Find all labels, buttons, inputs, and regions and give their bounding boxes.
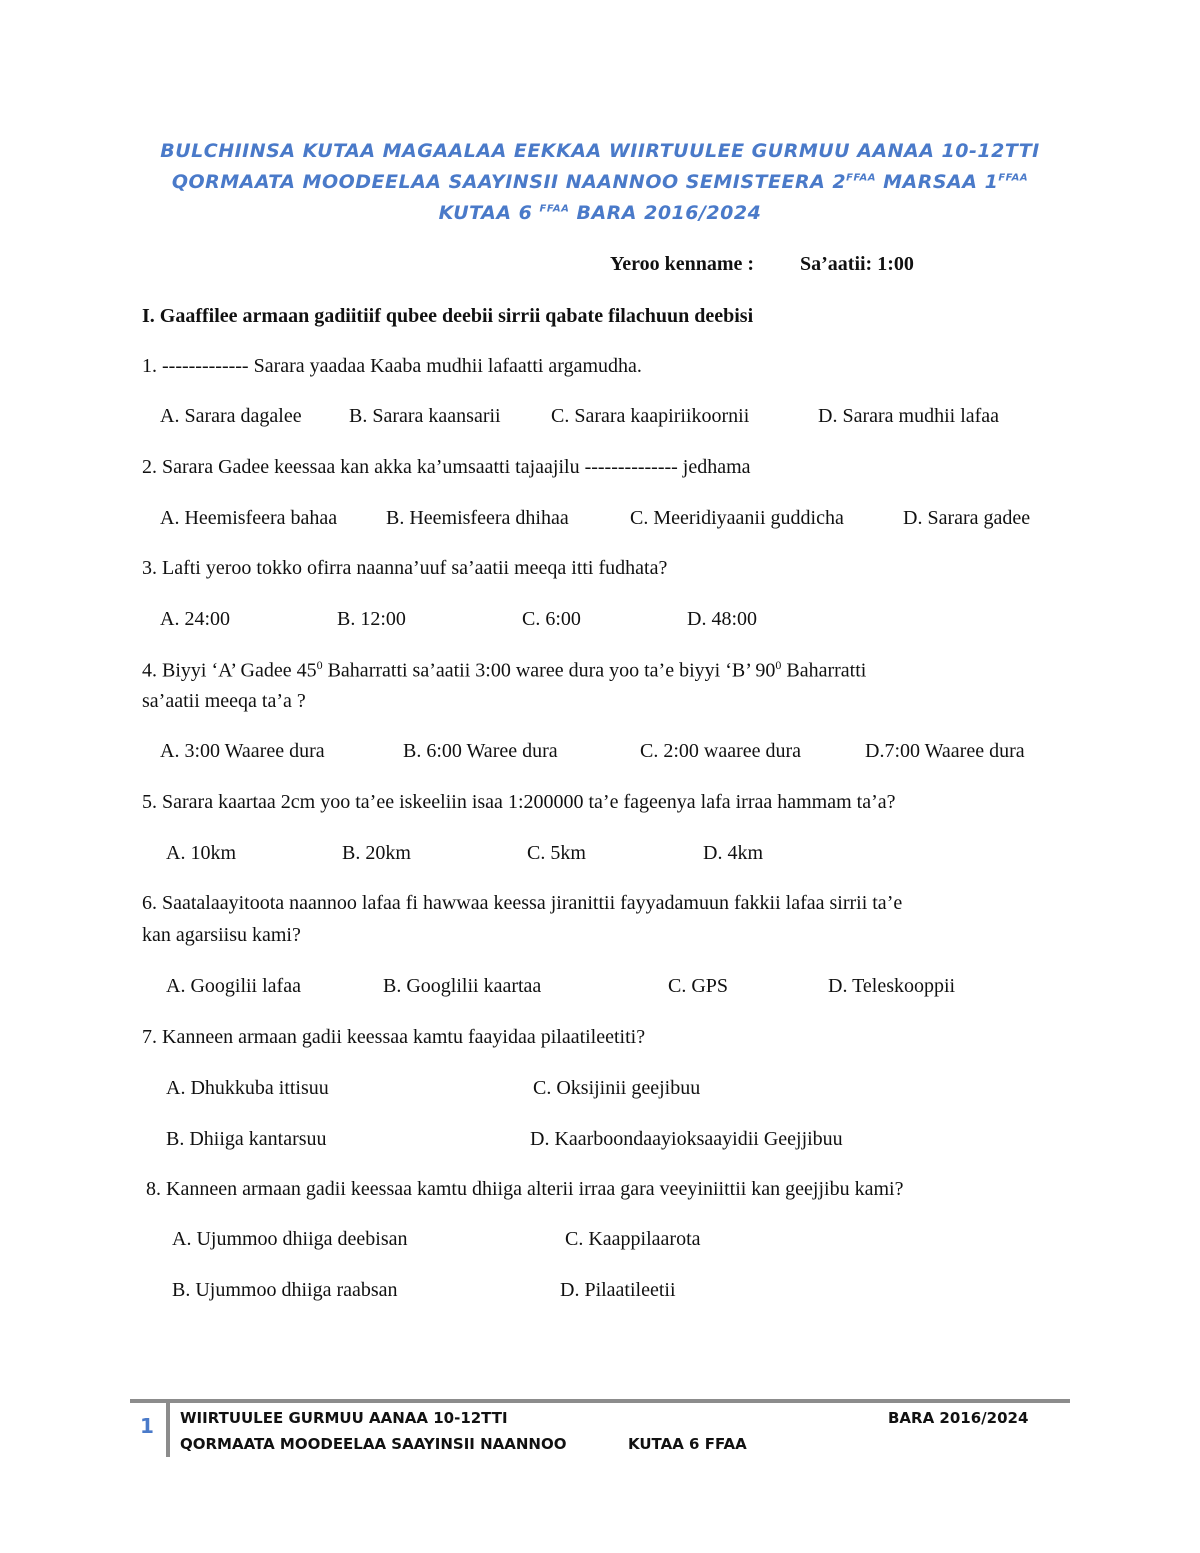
question-text: Saatalaayitoota naannoo lafaa fi hawwaa keessa jiranittii fayyadamuun fakkii lafaa sirrii ta’e (162, 892, 903, 914)
option: D. Pilaatileetii (560, 1279, 676, 1301)
header-line-3-sup: FFAA (539, 203, 570, 215)
option: C. 2:00 waaree dura (640, 740, 802, 762)
option: B. Sarara kaansarii (349, 405, 501, 427)
header-line-2-sup: FFAA (846, 172, 877, 184)
question-number: 3. (142, 557, 157, 579)
footer-vertical-divider (166, 1401, 170, 1457)
footer-grade: KUTAA 6 FFAA (628, 1435, 747, 1453)
footer-divider (130, 1399, 1070, 1403)
header-line-2-text: QORMAATA MOODEELAA SAAYINSII NAANNOO SEMISTEERA 2 (171, 171, 847, 193)
duration: Sa’aatii: 1:00 (800, 253, 914, 275)
option: D.7:00 Waaree dura (865, 740, 1025, 762)
degree-sup: 0 (775, 658, 782, 672)
question-number: 4. (142, 659, 157, 682)
option: A. 24:00 (160, 608, 230, 630)
degree-sup: 0 (316, 658, 323, 672)
option: A. 10km (166, 842, 236, 864)
question-2 (142, 456, 751, 479)
header-line-2-sup-2: FFAA (998, 172, 1029, 184)
question-4 (142, 658, 866, 683)
question-3 (142, 557, 667, 580)
option: B. Ujummoo dhiiga raabsan (172, 1279, 398, 1301)
question-number: 8. (146, 1178, 161, 1200)
time-label: Yeroo kenname : (610, 253, 755, 275)
header-line-2-mid: MARSAA 1 (876, 171, 999, 193)
option: D. 4km (703, 842, 763, 864)
option: B. Dhiiga kantarsuu (166, 1128, 327, 1150)
option: D. Kaarboondaayioksaayidii Geejjibuu (530, 1128, 843, 1150)
option: B. 6:00 Waree dura (403, 740, 558, 762)
option: A. Ujummoo dhiiga deebisan (172, 1228, 408, 1250)
question-text: Sarara Gadee keessaa kan akka ka’umsaatti tajaajilu -------------- jedhama (162, 456, 751, 478)
option: B. 12:00 (337, 608, 406, 630)
question-text-cont: Baharratti sa’aatii 3:00 waree dura yoo ta’e biyyi ‘B’ 90 (322, 659, 776, 682)
option: B. 20km (342, 842, 411, 864)
option: D. Sarara mudhii lafaa (818, 405, 1000, 427)
footer-school: WIIRTUULEE GURMUU AANAA 10-12TTI (180, 1409, 508, 1427)
question-5 (142, 791, 896, 814)
instruction: I. Gaaffilee armaan gadiitiif qubee deebii sirrii qabate filachuun deebisi (142, 305, 754, 327)
option: D. 48:00 (687, 608, 757, 630)
option: A. 3:00 Waaree dura (160, 740, 325, 762)
option: C. 5km (527, 842, 586, 864)
header-line-3-text: KUTAA 6 (438, 202, 540, 224)
header-line-3 (100, 202, 1100, 224)
question-text: Lafti yeroo tokko ofirra naanna’uuf sa’aatii meeqa itti fudhata? (162, 557, 668, 579)
page-number: 1 (140, 1414, 154, 1438)
question-7 (142, 1026, 645, 1049)
question-text: Kanneen armaan gadii keessaa kamtu dhiiga alterii irraa gara veeyiniittii kan geejjibu kami? (166, 1178, 904, 1200)
question-text: Kanneen armaan gadii keessaa kamtu faayidaa pilaatileetiti? (162, 1026, 646, 1048)
question-6-line-2: kan agarsiisu kami? (142, 924, 301, 946)
option: C. GPS (668, 975, 729, 997)
question-4-line-2: sa’aatii meeqa ta’a ? (142, 690, 306, 712)
option: A. Googilii lafaa (166, 975, 301, 997)
question-number: 5. (142, 791, 157, 813)
option: A. Heemisfeera bahaa (160, 507, 338, 529)
option: A. Sarara dagalee (160, 405, 302, 427)
option: C. Kaappilaarota (565, 1228, 701, 1250)
option: D. Sarara gadee (903, 507, 1031, 529)
question-number: 2. (142, 456, 157, 478)
question-6 (142, 892, 902, 915)
question-text-end: Baharratti (781, 659, 867, 682)
option: B. Heemisfeera dhihaa (386, 507, 569, 529)
option: D. Teleskooppii (828, 975, 956, 997)
question-number: 7. (142, 1026, 157, 1048)
question-number: 1. (142, 355, 157, 377)
question-8 (146, 1178, 903, 1201)
option: C. Sarara kaapiriikoornii (551, 405, 750, 427)
question-text: ------------- Sarara yaadaa Kaaba mudhii lafaatti argamudha. (162, 355, 642, 377)
option: A. Dhukkuba ittisuu (166, 1077, 329, 1099)
question-text: Biyyi ‘A’ Gadee 45 (162, 659, 317, 682)
header-line-2 (100, 171, 1100, 193)
option: C. 6:00 (522, 608, 581, 630)
footer-year: BARA 2016/2024 (888, 1409, 1029, 1427)
question-text: Sarara kaartaa 2cm yoo ta’ee iskeeliin isaa 1:200000 ta’e fageenya lafa irraa hammam ta’a? (162, 791, 896, 813)
header-line-1: BULCHIINSA KUTAA MAGAALAA EEKKAA WIIRTUULEE GURMUU AANAA 10-12TTI (160, 140, 1040, 162)
option: C. Oksijinii geejibuu (533, 1077, 701, 1099)
question-1 (142, 355, 642, 378)
footer-exam-title: QORMAATA MOODEELAA SAAYINSII NAANNOO (180, 1435, 567, 1453)
option: C. Meeridiyaanii guddicha (630, 507, 844, 529)
question-number: 6. (142, 892, 157, 914)
option: B. Googlilii kaartaa (383, 975, 542, 997)
header-line-3-year: BARA 2016/2024 (569, 202, 762, 224)
